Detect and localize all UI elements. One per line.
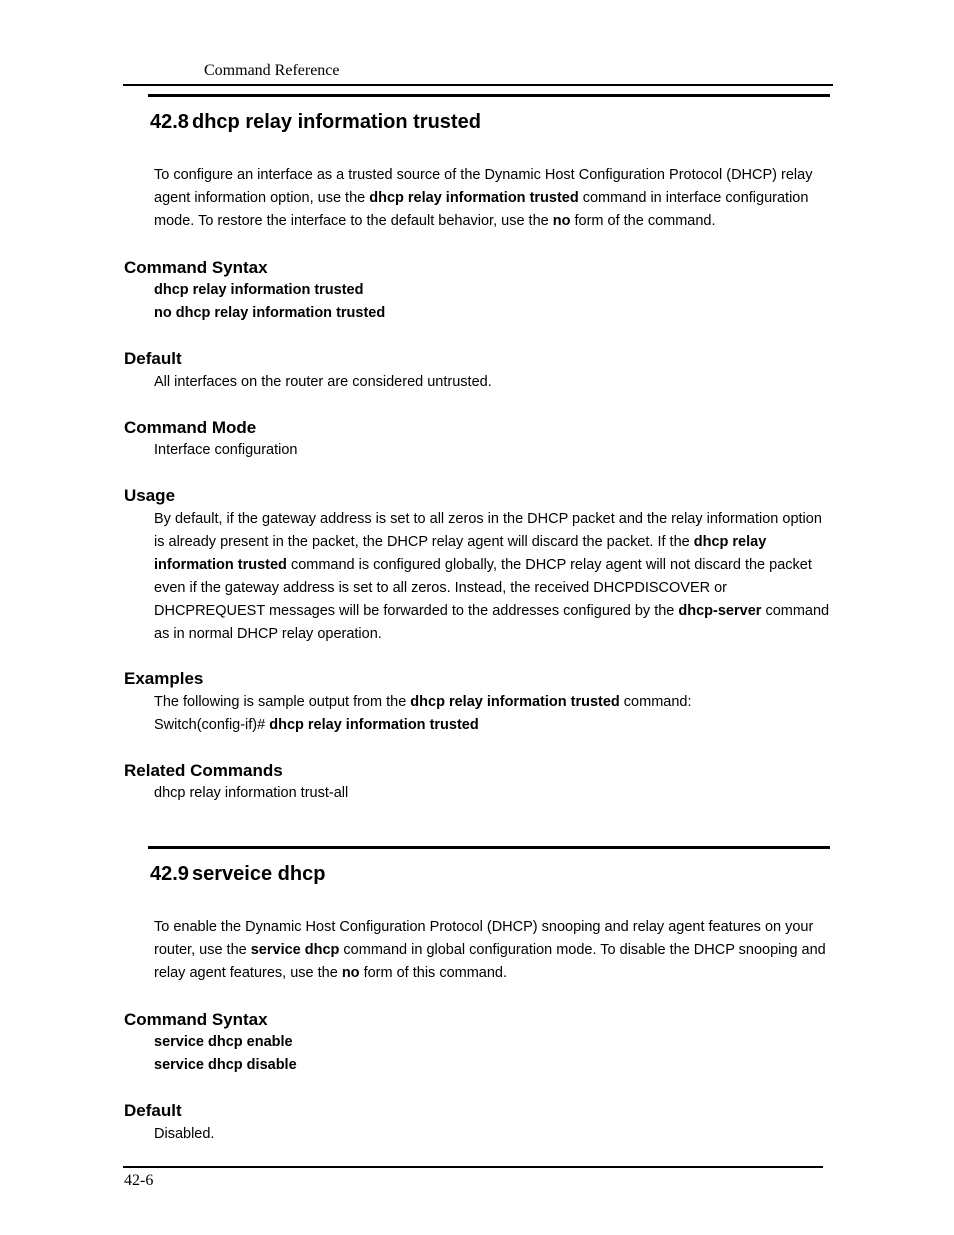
text-run: command is configured globally, the DHCP relay agent will not discard the packet even if the gateway address is set to all zeros. Instead, the received DHCPDISCOVER or DHCPREQUEST messages will be forwarded to the addresses configured by the [154,557,812,619]
usage-text [154,508,834,646]
footer-rule [123,1166,823,1168]
default-text: Disabled. [154,1126,215,1142]
text-run: command in interface configuration mode. To restore the interface to the default behavior, use the [154,190,809,229]
related-commands-heading: Related Commands [124,761,283,780]
example-command: dhcp relay information trusted [269,717,479,733]
example-prompt: Switch(config-if)# [154,717,270,733]
command-mode-text: Interface configuration [154,442,298,458]
bold-term: dhcp relay information trusted [369,190,579,206]
text-run: command: [619,694,692,710]
running-header: Command Reference [204,62,340,79]
command-mode-heading: Command Mode [124,418,257,437]
syntax-line: service dhcp enable [154,1034,293,1050]
example-intro [154,691,692,714]
bold-term: dhcp relay information trusted [410,694,620,710]
bold-term: dhcp-server [678,603,762,619]
syntax-line: no dhcp relay information trusted [154,305,386,321]
section-number: 42.8 [150,111,189,133]
default-heading: Default [124,1101,182,1120]
section-rule [148,846,830,849]
bold-term: no [552,213,571,229]
page-number: 42-6 [124,1172,154,1189]
section-title [150,863,325,886]
examples-heading: Examples [124,669,204,688]
example-command-line [154,714,479,737]
text-run: form of this command. [359,965,508,981]
section-number: 42.9 [150,863,189,885]
text-run: To enable the Dynamic Host Configuration Protocol (DHCP) snooping and relay agent features on your router, use the [154,919,814,958]
usage-heading: Usage [124,486,176,505]
text-run: The following is sample output from the [154,694,411,710]
header-rule [123,84,833,86]
syntax-line: dhcp relay information trusted [154,282,364,298]
default-text: All interfaces on the router are considered untrusted. [154,374,492,390]
section-rule [148,94,830,97]
text-run: By default, if the gateway address is set to all zeros in the DHCP packet and the relay information option is already present in the packet, the DHCP relay agent will discard the packet. If the [154,511,822,550]
text-run: To configure an interface as a trusted source of the Dynamic Host Configuration Protocol (DHCP) relay agent information option, use the [154,167,813,206]
text-run: form of the command. [570,213,716,229]
command-syntax-heading: Command Syntax [124,1010,268,1029]
section-intro [154,916,834,985]
bold-term: no [341,965,360,981]
bold-term: service dhcp [250,942,340,958]
text-run: command in global configuration mode. To disable the DHCP snooping and relay agent features, use the [154,942,826,981]
section-title [150,111,481,134]
related-command: dhcp relay information trust-all [154,785,349,801]
text-run: command as in normal DHCP relay operation. [154,603,830,642]
default-heading: Default [124,349,182,368]
syntax-line: service dhcp disable [154,1057,297,1073]
bold-term: dhcp relay information trusted [154,534,767,573]
command-syntax-heading: Command Syntax [124,258,268,277]
section-intro [154,164,834,233]
section-title-text: dhcp relay information trusted [192,111,481,133]
section-title-text: serveice dhcp [192,863,326,885]
